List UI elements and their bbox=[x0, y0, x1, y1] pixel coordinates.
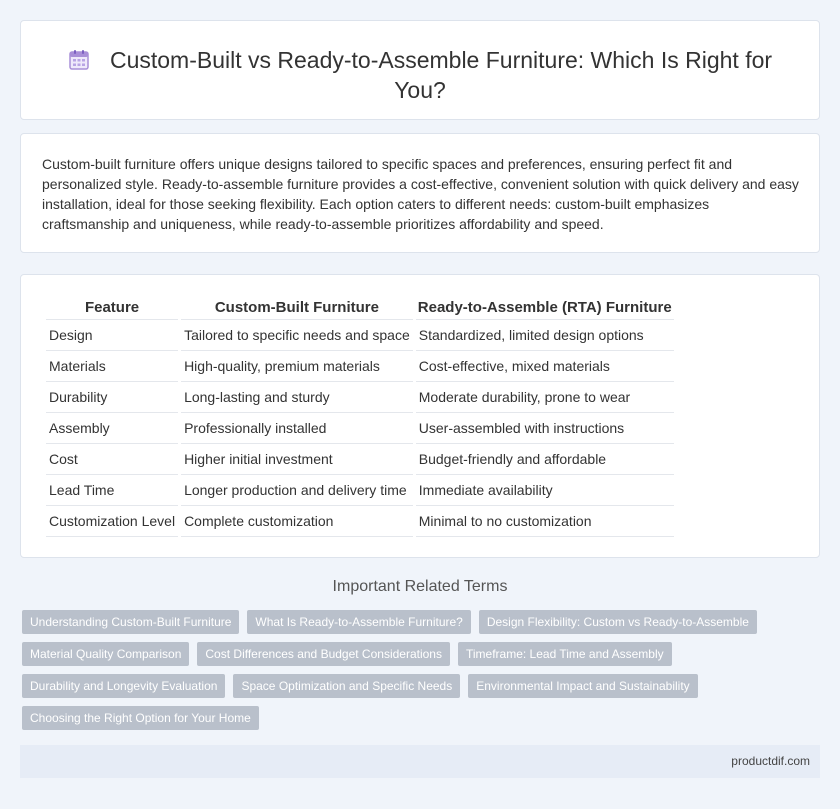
related-terms-list bbox=[22, 610, 822, 738]
cell-rta: Immediate availability bbox=[416, 475, 674, 506]
table-row bbox=[46, 382, 674, 413]
cell-feature: Lead Time bbox=[46, 475, 178, 506]
related-term-tag[interactable]: Choosing the Right Option for Your Home bbox=[22, 706, 259, 730]
calendar-icon bbox=[68, 48, 90, 70]
related-term-tag[interactable]: Understanding Custom-Built Furniture bbox=[22, 610, 239, 634]
table-row bbox=[46, 351, 674, 382]
footer bbox=[20, 745, 820, 778]
cell-rta: Minimal to no customization bbox=[416, 506, 674, 537]
comparison-card bbox=[20, 274, 820, 558]
cell-custom: Professionally installed bbox=[181, 413, 413, 444]
table-row bbox=[46, 506, 674, 537]
cell-custom: Higher initial investment bbox=[181, 444, 413, 475]
related-term-tag[interactable]: Design Flexibility: Custom vs Ready-to-Assemble bbox=[479, 610, 757, 634]
title-wrap bbox=[21, 45, 819, 105]
intro-paragraph: Custom-built furniture offers unique designs tailored to specific spaces and preferences, ensuring perfect fit and personalized style. Ready-to-assemble furniture provides a cost-effective, convenient solution with quick delivery and easy installation, ideal for those seeking flexibility. Each option caters to different needs: custom-built emphasizes craftsmanship and uniqueness, while ready-to-assemble prioritizes affordability and speed. bbox=[42, 156, 799, 232]
title-card bbox=[20, 20, 820, 120]
cell-feature: Design bbox=[46, 320, 178, 351]
comparison-table bbox=[43, 297, 677, 537]
cell-rta: Standardized, limited design options bbox=[416, 320, 674, 351]
footer-site-link[interactable]: productdif.com bbox=[731, 754, 810, 768]
page-title bbox=[51, 45, 789, 105]
cell-feature: Customization Level bbox=[46, 506, 178, 537]
cell-rta: Cost-effective, mixed materials bbox=[416, 351, 674, 382]
intro-card bbox=[20, 133, 820, 253]
related-term-tag[interactable]: Timeframe: Lead Time and Assembly bbox=[458, 642, 672, 666]
table-row bbox=[46, 413, 674, 444]
cell-feature: Materials bbox=[46, 351, 178, 382]
cell-rta: Budget-friendly and affordable bbox=[416, 444, 674, 475]
tag-row bbox=[22, 674, 822, 698]
related-terms-heading: Important Related Terms bbox=[332, 578, 508, 595]
table-row bbox=[46, 475, 674, 506]
tag-row bbox=[22, 610, 822, 634]
column-header-feature: Feature bbox=[46, 297, 178, 320]
related-term-tag[interactable]: Cost Differences and Budget Considerations bbox=[197, 642, 450, 666]
table-row bbox=[46, 444, 674, 475]
column-header-rta: Ready-to-Assemble (RTA) Furniture bbox=[416, 297, 674, 320]
cell-rta: User-assembled with instructions bbox=[416, 413, 674, 444]
cell-custom: Tailored to specific needs and space bbox=[181, 320, 413, 351]
table-row bbox=[46, 320, 674, 351]
related-term-tag[interactable]: Durability and Longevity Evaluation bbox=[22, 674, 225, 698]
column-header-custom: Custom-Built Furniture bbox=[181, 297, 413, 320]
table-header-row bbox=[46, 297, 674, 320]
cell-custom: High-quality, premium materials bbox=[181, 351, 413, 382]
related-term-tag[interactable]: Material Quality Comparison bbox=[22, 642, 189, 666]
cell-rta: Moderate durability, prone to wear bbox=[416, 382, 674, 413]
cell-feature: Assembly bbox=[46, 413, 178, 444]
cell-custom: Complete customization bbox=[181, 506, 413, 537]
related-term-tag[interactable]: What Is Ready-to-Assemble Furniture? bbox=[247, 610, 470, 634]
related-term-tag[interactable]: Space Optimization and Specific Needs bbox=[233, 674, 460, 698]
page-title-text: Custom-Built vs Ready-to-Assemble Furniture: Which Is Right for You? bbox=[109, 47, 773, 103]
related-term-tag[interactable]: Environmental Impact and Sustainability bbox=[468, 674, 697, 698]
cell-custom: Longer production and delivery time bbox=[181, 475, 413, 506]
tag-row bbox=[22, 706, 822, 730]
tag-row bbox=[22, 642, 822, 666]
cell-custom: Long-lasting and sturdy bbox=[181, 382, 413, 413]
cell-feature: Durability bbox=[46, 382, 178, 413]
cell-feature: Cost bbox=[46, 444, 178, 475]
